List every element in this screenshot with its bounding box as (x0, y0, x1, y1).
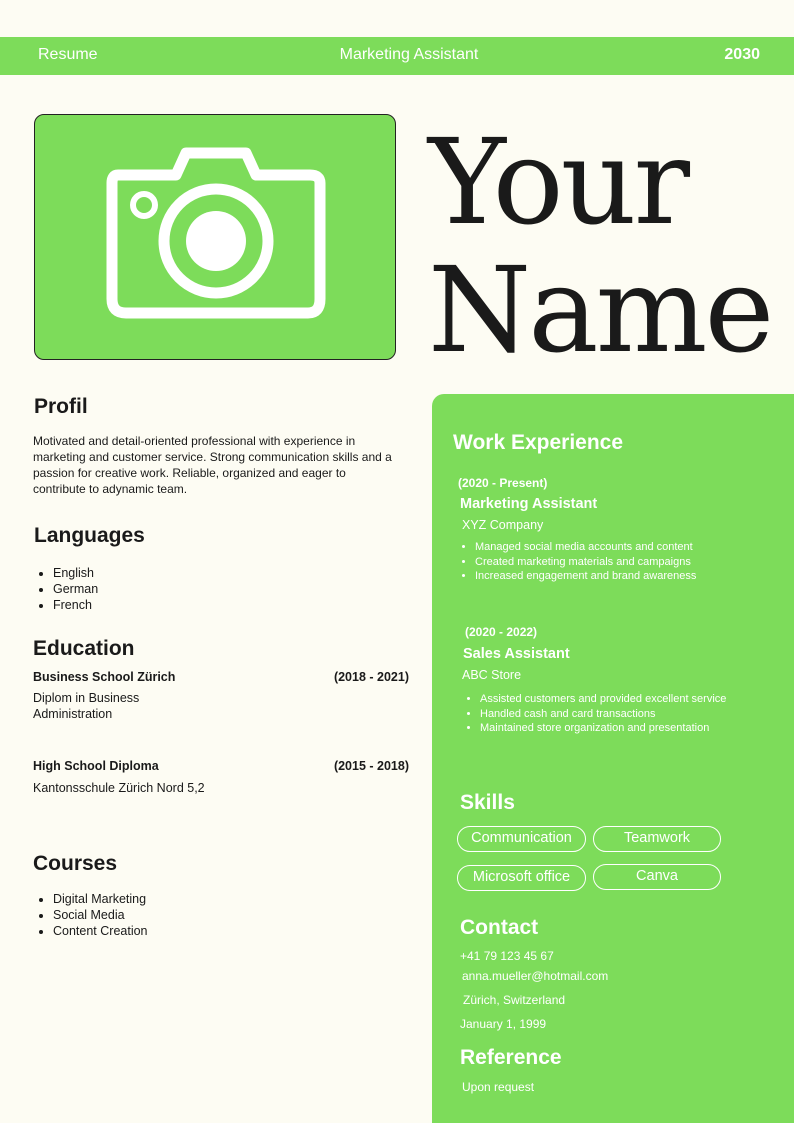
education-description: Diplom in Business Administration (33, 691, 140, 721)
courses-list (33, 891, 148, 939)
reference-heading: Reference (460, 1046, 562, 1069)
contact-phone: +41 79 123 45 67 (460, 949, 554, 963)
candidate-name (428, 113, 788, 379)
list-item: • Maintained store organization and presentation (480, 721, 726, 736)
profile-text: Motivated and detail-oriented professional with experience in marketing and customer service. Strong communication skills and a passion for creative work. Reliable, organized and eager to contribute to adynamic team. (33, 434, 392, 496)
header-year: 2030 (724, 46, 760, 63)
skill-pill: Teamwork (593, 826, 721, 852)
reference-text: Upon request (462, 1080, 535, 1094)
languages-list (33, 565, 98, 613)
contact-birthdate: January 1, 1999 (460, 1017, 547, 1031)
header-job-title: Marketing Assistant (339, 46, 479, 63)
header-resume-label: Resume (38, 46, 98, 63)
profile-heading: Profil (34, 395, 88, 418)
contact-location: Zürich, Switzerland (463, 993, 566, 1007)
education-dates: (2018 - 2021) (333, 670, 409, 684)
list-item: • Digital Marketing (53, 891, 148, 907)
job-dates: (2020 - Present) (458, 476, 548, 490)
list-item: • Managed social media accounts and content (475, 540, 696, 555)
job-role: Sales Assistant (463, 646, 570, 662)
list-item: • Content Creation (53, 923, 148, 939)
name-line-1: Your (428, 113, 688, 251)
header-bar (0, 37, 794, 75)
job-bullets (459, 540, 696, 584)
list-item: • Assisted customers and provided excellent service (480, 692, 726, 707)
list-item: • French (53, 597, 98, 613)
courses-heading: Courses (33, 852, 118, 875)
list-item: • Increased engagement and brand awareness (475, 569, 696, 584)
name-line-2: Name (428, 241, 772, 379)
skills-heading: Skills (460, 791, 515, 814)
skill-pill: Communication (457, 826, 586, 852)
languages-heading: Languages (34, 524, 145, 547)
education-title: High School Diploma (33, 759, 159, 773)
education-title: Business School Zürich (33, 670, 176, 684)
contact-email: anna.mueller@hotmail.com (462, 969, 609, 983)
skill-pill: Microsoft office (457, 865, 586, 891)
job-dates: (2020 - 2022) (465, 625, 538, 639)
education-heading: Education (33, 637, 135, 660)
education-description: Kantonsschule Zürich Nord 5,2 (33, 781, 205, 795)
skill-pill: Canva (593, 864, 721, 890)
camera-icon (104, 145, 328, 325)
work-experience-heading: Work Experience (453, 431, 624, 454)
contact-heading: Contact (460, 916, 539, 939)
list-item: • Handled cash and card transactions (480, 707, 726, 722)
list-item: • English (53, 565, 98, 581)
job-role: Marketing Assistant (460, 496, 598, 512)
job-company: XYZ Company (462, 518, 544, 532)
list-item: • German (53, 581, 98, 597)
photo-placeholder[interactable] (34, 114, 396, 360)
list-item: • Created marketing materials and campaigns (475, 555, 696, 570)
list-item: • Social Media (53, 907, 148, 923)
education-dates: (2015 - 2018) (333, 759, 409, 773)
job-bullets (464, 692, 726, 736)
job-company: ABC Store (462, 668, 522, 682)
